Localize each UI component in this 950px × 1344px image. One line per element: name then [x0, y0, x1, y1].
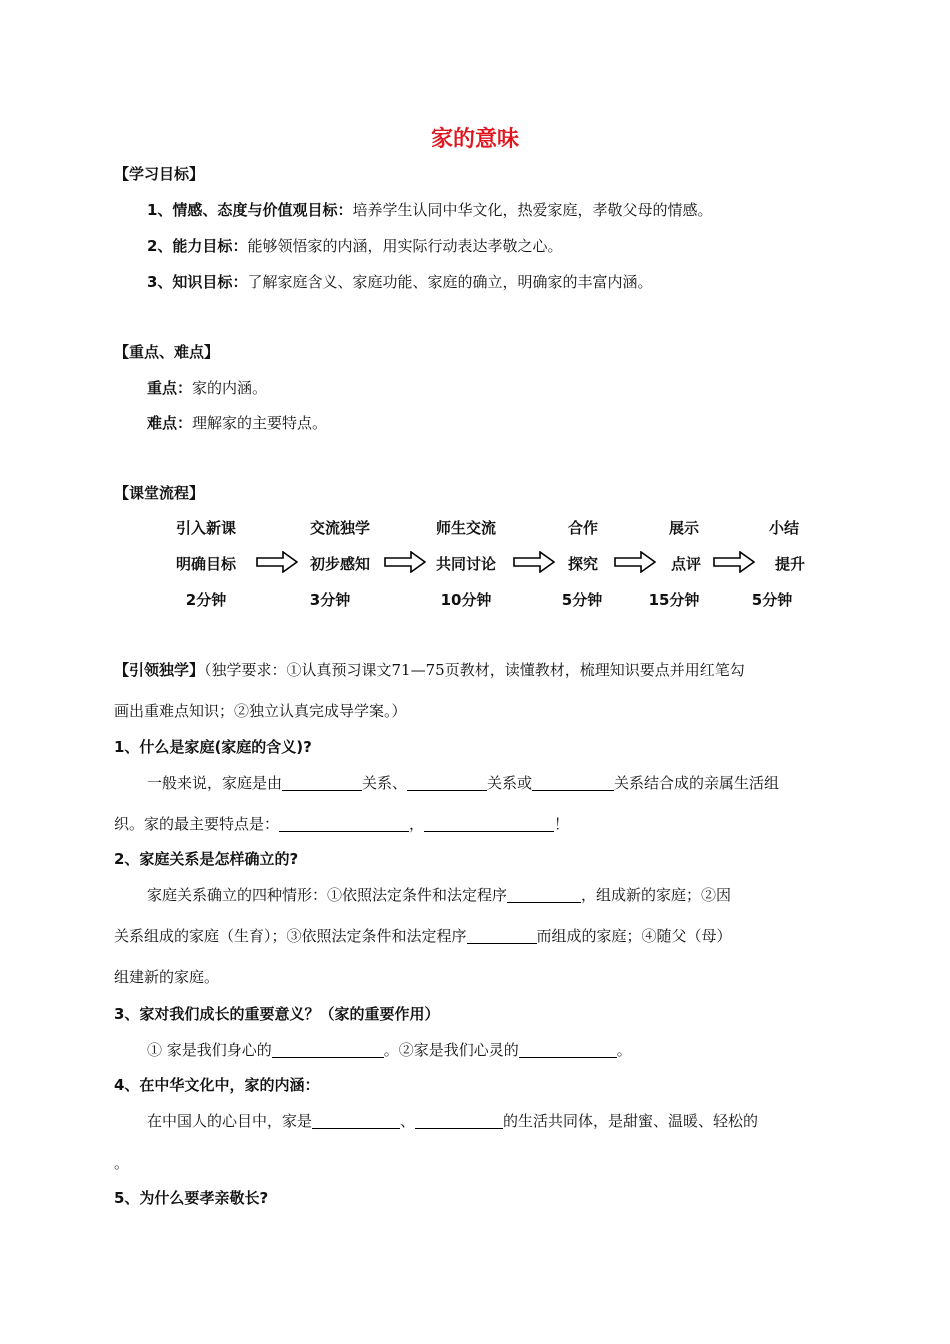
flow-step-1-top: 引入新课: [175, 519, 236, 537]
goal-text: 了解家庭含义、家庭功能、家庭的确立，明确家的丰富内涵。: [247, 273, 653, 291]
flow-arrow-icon: [513, 551, 555, 573]
question-2-line-1: [147, 884, 731, 905]
flow-step-5-time: 15分钟: [648, 591, 700, 609]
flow-step-2-time: 3分钟: [309, 591, 351, 609]
text-segment: ，: [409, 815, 425, 833]
flow-step-6-time: 5分钟: [751, 591, 793, 609]
question-4-line-1: [147, 1110, 758, 1131]
text-segment: 家庭关系确立的四种情形：①依照法定条件和法定程序: [147, 886, 508, 904]
diff-text: 理解家的主要特点。: [192, 414, 328, 432]
flow-step-2-top: 交流独学: [309, 519, 370, 537]
flow-heading: 【课堂流程】: [114, 484, 205, 502]
flow-step-4-top: 合作: [567, 519, 598, 537]
question-3-line-1: [147, 1039, 632, 1060]
text-segment: 。: [616, 1041, 632, 1059]
answer-blank[interactable]: [519, 1041, 617, 1058]
study-requirements-line-2: 画出重难点知识；②独立认真完成导学案。）: [114, 702, 407, 720]
question-1-line-1: [147, 772, 779, 793]
text-segment: 。②家是我们心灵的: [383, 1041, 519, 1059]
text-segment: ！: [554, 815, 570, 833]
goal-label: 3、知识目标：: [147, 273, 248, 291]
answer-blank[interactable]: [282, 774, 362, 791]
text-segment: 关系或: [487, 774, 533, 792]
goal-label: 1、情感、态度与价值观目标：: [147, 201, 353, 219]
text-segment: ① 家是我们身心的: [147, 1041, 272, 1059]
answer-blank[interactable]: [424, 815, 554, 832]
question-3-title: 3、家对我们成长的重要意义？（家的重要作用）: [114, 1005, 440, 1023]
text-segment: 而组成的家庭；④随父（母）: [536, 927, 732, 945]
flow-arrow-icon: [256, 551, 298, 573]
text-segment: 在中国人的心目中，家是: [147, 1112, 313, 1130]
diff-label: 难点：: [147, 414, 193, 432]
text-segment: 一般来说，家庭是由: [147, 774, 283, 792]
text-segment: ，组成新的家庭；②因: [581, 886, 732, 904]
question-2-line-2: [114, 925, 732, 946]
answer-blank[interactable]: [272, 1041, 384, 1058]
question-2-line-3: 组建新的家庭。: [114, 968, 220, 986]
text-segment: 的生活共同体，是甜蜜、温暖、轻松的: [503, 1112, 759, 1130]
flow-step-6-mid: 提升: [774, 555, 805, 573]
answer-blank[interactable]: [407, 774, 487, 791]
document-title: 家的意味: [430, 127, 519, 152]
key-text: 家的内涵。: [192, 379, 268, 397]
text-segment: 关系结合成的亲属生活组: [614, 774, 780, 792]
goal-item-3: [147, 271, 652, 292]
goal-item-2: [147, 235, 562, 256]
flow-step-3-time: 10分钟: [440, 591, 492, 609]
goal-text: 培养学生认同中华文化，热爱家庭，孝敬父母的情感。: [352, 201, 713, 219]
answer-blank[interactable]: [532, 774, 614, 791]
flow-arrow-icon: [614, 551, 656, 573]
flow-step-4-mid: 探究: [567, 555, 598, 573]
flow-step-5-top: 展示: [668, 519, 699, 537]
answer-blank[interactable]: [312, 1112, 400, 1129]
answer-blank[interactable]: [415, 1112, 503, 1129]
text-segment: 关系组成的家庭（生育）；③依照法定条件和法定程序: [114, 927, 467, 945]
question-1-line-2: [114, 813, 569, 834]
flow-step-4-time: 5分钟: [561, 591, 603, 609]
answer-blank[interactable]: [279, 815, 409, 832]
difficult-point: [147, 412, 327, 433]
key-point: [147, 377, 267, 398]
question-1-title: 1、什么是家庭(家庭的含义)?: [114, 738, 312, 756]
text-segment: 织。家的最主要特点是：: [114, 815, 280, 833]
goals-heading: 【学习目标】: [114, 165, 205, 183]
goal-text: 能够领悟家的内涵，用实际行动表达孝敬之心。: [247, 237, 563, 255]
goal-item-1: [147, 199, 712, 220]
flow-step-1-time: 2分钟: [185, 591, 227, 609]
text-segment: 、: [400, 1112, 416, 1130]
question-4-line-2: 。: [114, 1154, 130, 1172]
flow-step-3-mid: 共同讨论: [435, 555, 496, 573]
question-5-title: 5、为什么要孝亲敬长?: [114, 1189, 269, 1207]
question-2-title: 2、家庭关系是怎样确立的?: [114, 850, 299, 868]
flow-step-5-mid: 点评: [670, 555, 701, 573]
study-req-text: （独学要求：①认真预习课文71—75页教材，读懂教材，梳理知识要点并用红笔勾: [204, 661, 745, 679]
study-heading: 【引领独学】: [114, 661, 205, 679]
question-4-title: 4、在中华文化中，家的内涵：: [114, 1076, 320, 1094]
flow-step-3-top: 师生交流: [435, 519, 496, 537]
flow-arrow-icon: [713, 551, 755, 573]
study-requirements-line-1: [114, 659, 838, 680]
answer-blank[interactable]: [507, 886, 581, 903]
keypoints-heading: 【重点、难点】: [114, 343, 220, 361]
flow-step-2-mid: 初步感知: [309, 555, 370, 573]
answer-blank[interactable]: [467, 927, 537, 944]
flow-step-1-mid: 明确目标: [175, 555, 236, 573]
text-segment: 关系、: [362, 774, 408, 792]
key-label: 重点：: [147, 379, 193, 397]
flow-step-6-top: 小结: [768, 519, 799, 537]
flow-arrow-icon: [384, 551, 426, 573]
goal-label: 2、能力目标：: [147, 237, 248, 255]
